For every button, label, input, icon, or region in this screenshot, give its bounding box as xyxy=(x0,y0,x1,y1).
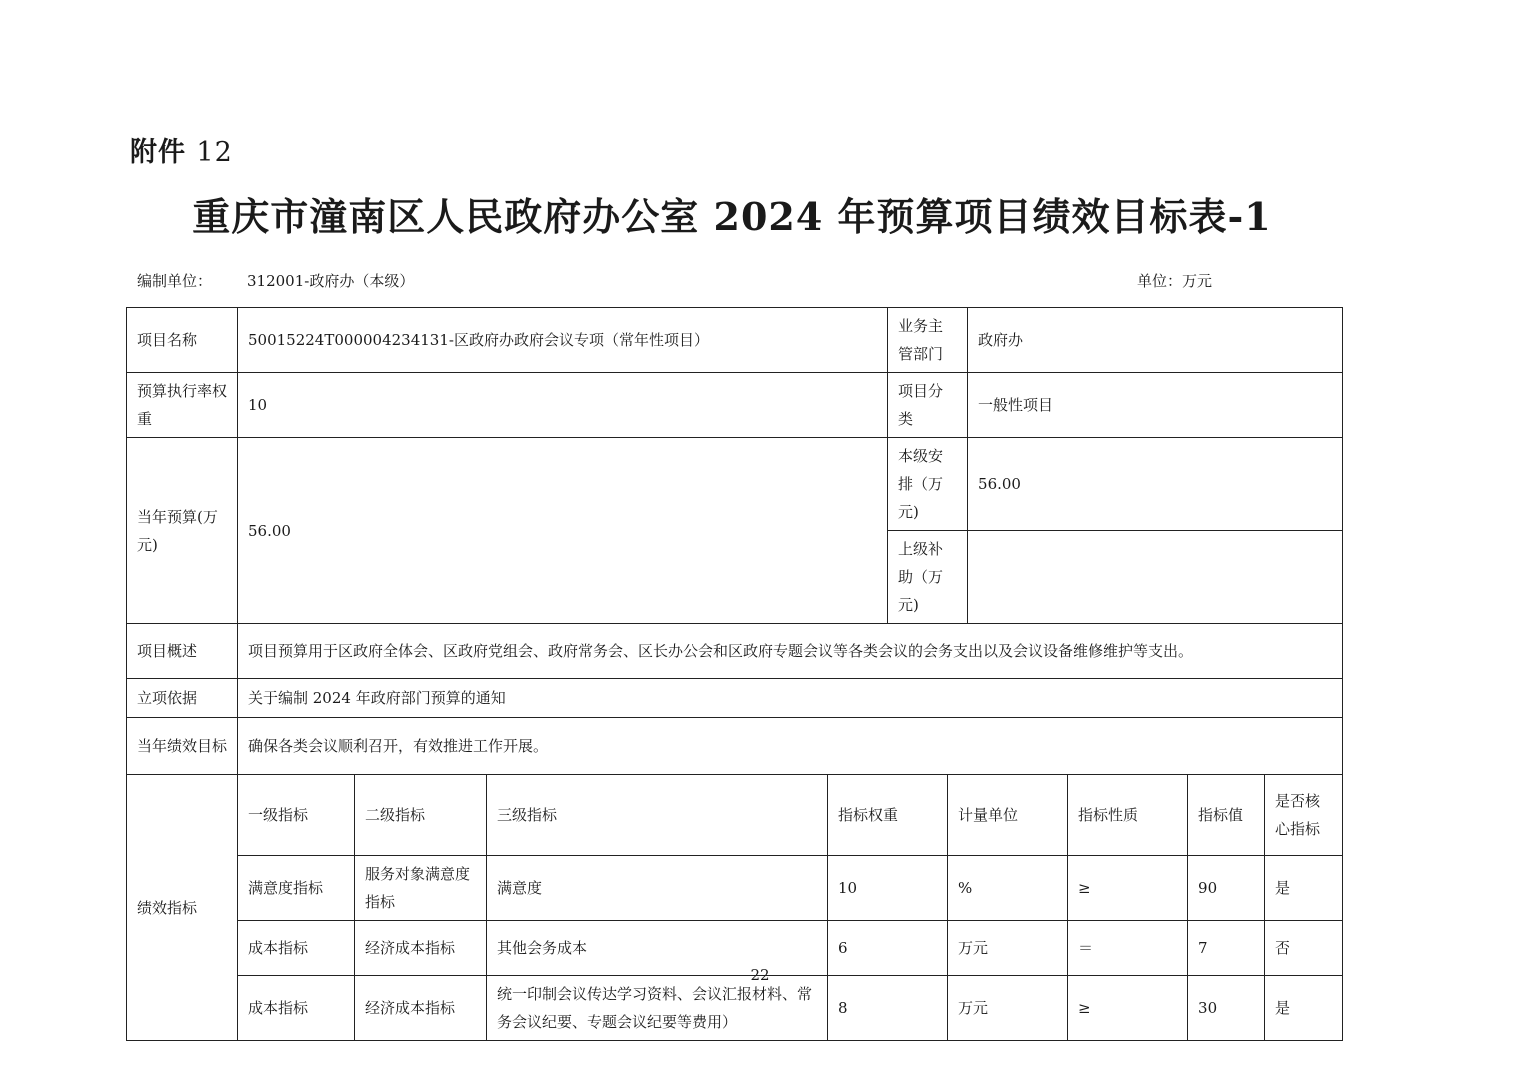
header-level1: 一级指标 xyxy=(238,775,355,856)
exec-weight-value: 10 xyxy=(238,373,888,438)
cell-level2: 服务对象满意度指标 xyxy=(355,856,487,921)
category-value: 一般性项目 xyxy=(968,373,1343,438)
cell-core: 是 xyxy=(1265,856,1343,921)
cell-level1: 成本指标 xyxy=(238,921,355,976)
table-row xyxy=(127,308,1343,373)
header-unit: 计量单位 xyxy=(948,775,1068,856)
cell-weight: 6 xyxy=(828,921,948,976)
cell-unit: % xyxy=(948,856,1068,921)
cell-level3: 统一印制会议传达学习资料、会议汇报材料、常务会议纪要、专题会议纪要等费用） xyxy=(487,976,828,1041)
table-row xyxy=(127,856,1343,921)
compiling-unit xyxy=(137,270,414,291)
local-value: 56.00 xyxy=(968,438,1343,531)
project-name-value: 50015224T000004234131-区政府办政府会议专项（常年性项目） xyxy=(238,308,888,373)
table-row xyxy=(127,438,1343,531)
attachment-label: 附件 12 xyxy=(130,137,233,168)
cell-value: 90 xyxy=(1188,856,1265,921)
cell-value: 7 xyxy=(1188,921,1265,976)
header-value: 指标值 xyxy=(1188,775,1265,856)
overview-value: 项目预算用于区政府全体会、区政府党组会、政府常务会、区长办公会和区政府专题会议等各类会议的会务支出以及会议设备维修维护等支出。 xyxy=(238,624,1343,679)
upper-value xyxy=(968,531,1343,624)
header-weight: 指标权重 xyxy=(828,775,948,856)
compiling-unit-label: 编制单位： xyxy=(137,272,213,290)
goal-value: 确保各类会议顺利召开，有效推进工作开展。 xyxy=(238,718,1343,775)
cell-nature: ≥ xyxy=(1068,976,1188,1041)
table-row xyxy=(127,718,1343,775)
dept-label: 业务主管部门 xyxy=(888,308,968,373)
budget-label: 当年预算(万元) xyxy=(127,438,238,624)
goal-label: 当年绩效目标 xyxy=(127,718,238,775)
cell-core: 否 xyxy=(1265,921,1343,976)
cell-level2: 经济成本指标 xyxy=(355,921,487,976)
local-label: 本级安排（万元) xyxy=(888,438,968,531)
cell-weight: 10 xyxy=(828,856,948,921)
cell-value: 30 xyxy=(1188,976,1265,1041)
cell-unit: 万元 xyxy=(948,921,1068,976)
dept-value: 政府办 xyxy=(968,308,1343,373)
attachment-number: 12 xyxy=(196,137,233,168)
cell-level2: 经济成本指标 xyxy=(355,976,487,1041)
table-row xyxy=(127,976,1343,1041)
header-nature: 指标性质 xyxy=(1068,775,1188,856)
cell-level3: 其他会务成本 xyxy=(487,921,828,976)
page-title: 重庆市潼南区人民政府办公室 2024 年预算项目绩效目标表-1 xyxy=(192,194,1272,239)
cell-level1: 成本指标 xyxy=(238,976,355,1041)
header-core: 是否核心指标 xyxy=(1265,775,1343,856)
upper-label: 上级补助（万元) xyxy=(888,531,968,624)
overview-label: 项目概述 xyxy=(127,624,238,679)
cell-nature: ≥ xyxy=(1068,856,1188,921)
cell-nature: ＝ xyxy=(1068,921,1188,976)
project-name-label: 项目名称 xyxy=(127,308,238,373)
performance-target-table xyxy=(126,307,1343,1041)
header-level3: 三级指标 xyxy=(487,775,828,856)
basis-label: 立项依据 xyxy=(127,679,238,718)
indicators-label: 绩效指标 xyxy=(127,775,238,1041)
table-row xyxy=(127,373,1343,438)
compiling-unit-value: 312001-政府办（本级） xyxy=(247,272,415,290)
category-label: 项目分类 xyxy=(888,373,968,438)
cell-weight: 8 xyxy=(828,976,948,1041)
cell-core: 是 xyxy=(1265,976,1343,1041)
page-number: 22 xyxy=(750,966,770,984)
budget-value: 56.00 xyxy=(238,438,888,624)
cell-unit: 万元 xyxy=(948,976,1068,1041)
table-row xyxy=(127,679,1343,718)
table-row xyxy=(127,624,1343,679)
cell-level1: 满意度指标 xyxy=(238,856,355,921)
currency-unit: 单位：万元 xyxy=(1137,272,1213,290)
table-row xyxy=(127,775,1343,856)
basis-value: 关于编制 2024 年政府部门预算的通知 xyxy=(238,679,1343,718)
cell-level3: 满意度 xyxy=(487,856,828,921)
exec-weight-label: 预算执行率权重 xyxy=(127,373,238,438)
header-level2: 二级指标 xyxy=(355,775,487,856)
